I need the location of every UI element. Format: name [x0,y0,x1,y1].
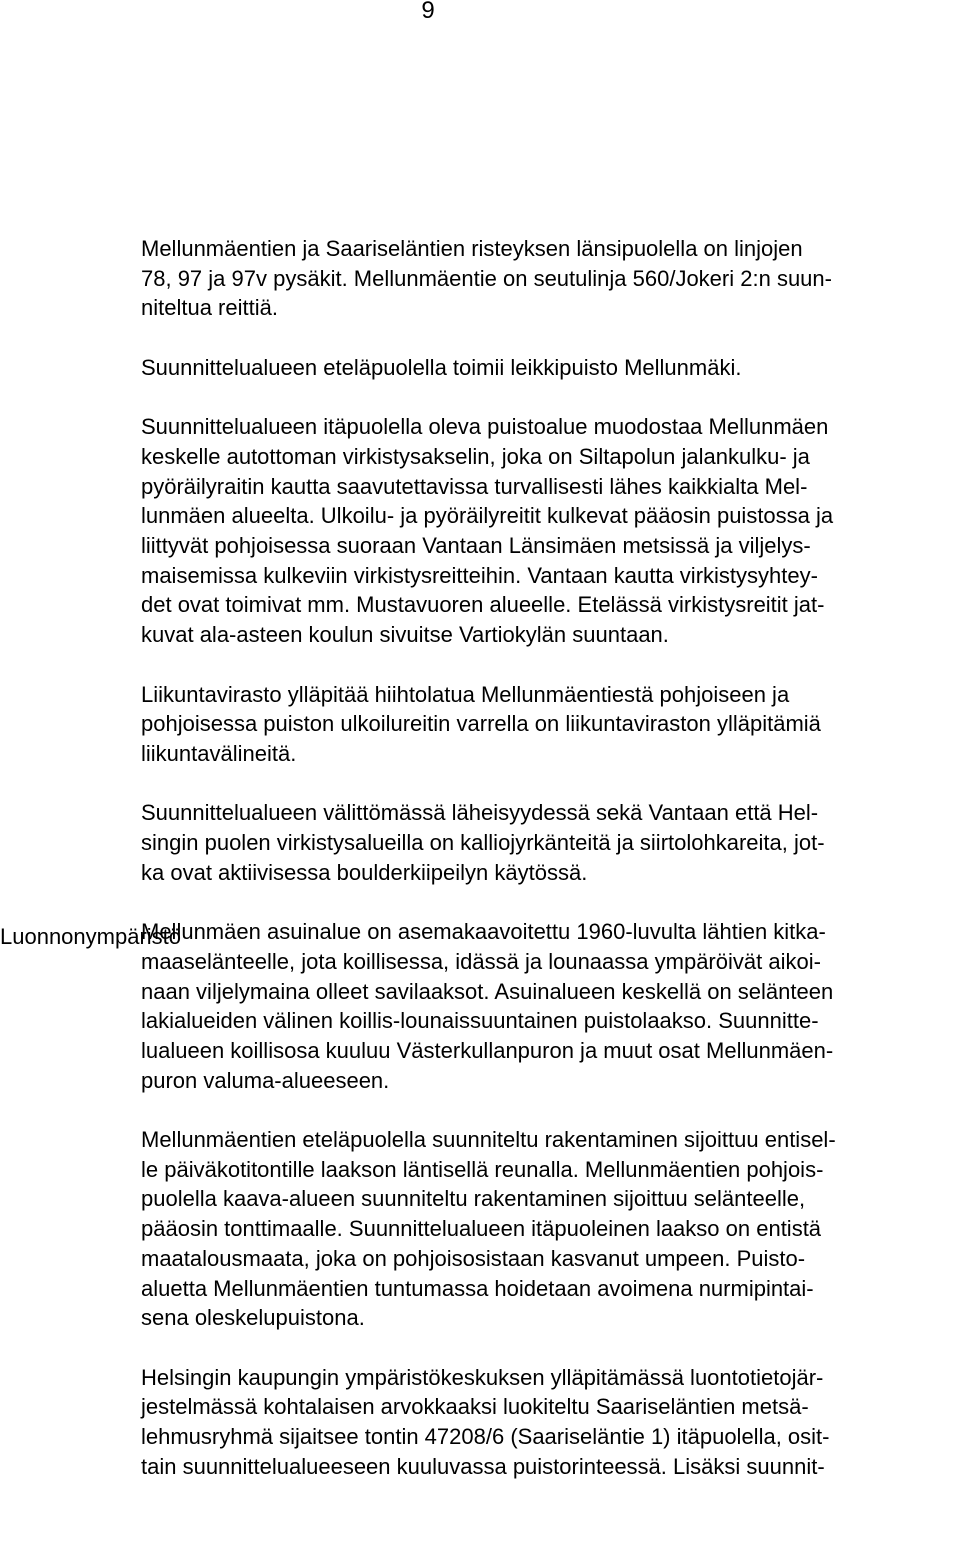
text-line: puolella kaava-alueen suunniteltu rakentaminen sijoittuu selänteelle, [141,1186,806,1212]
text-line: 78, 97 ja 97v pysäkit. Mellunmäentie on seutulinja 560/Jokeri 2:n suun- [141,265,832,291]
text-line: lakialueiden välinen koillis-lounaissuuntainen puistolaakso. Suunnitte- [141,1008,819,1034]
text-line: tain suunnittelualueeseen kuuluvassa puistorinteessä. Lisäksi suunnit- [141,1453,825,1479]
text-line: maatalousmaata, joka on pohjoisosistaan kasvanut umpeen. Puisto- [141,1245,806,1271]
paragraph-playground [141,353,953,383]
text-line: keskelle autottoman virkistysakselin, joka on Siltapolun jalankulku- ja [141,443,810,469]
paragraph-sports [141,680,953,769]
text-line: lualueen koillisosa kuuluu Västerkullanpuron ja muut osat Mellunmäen- [141,1037,834,1063]
text-line: sena oleskelupuistona. [141,1305,365,1331]
text-line: Mellunmäen asuinalue on asemakaavoitettu 1960-luvulta lähtien kitka- [141,919,826,945]
text-line: pohjoisessa puiston ulkoilureitin varrella on liikuntaviraston ylläpitämiä [141,711,821,737]
text-line: jestelmässä kohtalaisen arvokkaaksi luokiteltu Saariseläntien metsä- [141,1394,809,1420]
paragraph-residential-area [141,917,953,1095]
paragraph-park-axis [141,412,953,650]
text-line: Suunnittelualueen itäpuolella oleva puistoalue muodostaa Mellunmäen [141,414,829,440]
paragraph-nature-data [141,1363,953,1482]
text-line: naan viljelymaina olleet savilaaksot. Asuinalueen keskellä on selänteen [141,978,834,1004]
text-line: det ovat toimivat mm. Mustavuoren alueelle. Etelässä virkistysreitit jat- [141,592,825,618]
text-line: niteltua reittiä. [141,295,278,321]
paragraph-transit [141,234,953,323]
text-line: pääosin tonttimaalle. Suunnittelualueen itäpuoleinen laakso on entistä [141,1216,822,1242]
text-line: ka ovat aktiivisessa boulderkiipeilyn käytössä. [141,859,588,885]
text-line: liittyvät pohjoisessa suoraan Vantaan Länsimäen metsissä ja viljelys- [141,533,811,558]
section-label: Luonnonympäristö [0,924,182,949]
text-line: le päiväkotitontille laakson läntisellä reunalla. Mellunmäentien pohjois- [141,1156,824,1182]
text-line: singin puolen virkistysalueilla on kalliojyrkänteitä ja siirtolohkareita, jot- [141,830,825,855]
text-line: Suunnittelualueen eteläpuolella toimii leikkipuisto Mellunmäki. [141,354,742,380]
text-line: maisemissa kulkeviin virkistysreitteihin. Vantaan kautta virkistysyhtey- [141,562,818,588]
text-line: Suunnittelualueen välittömässä läheisyydessä sekä Vantaan että Hel- [141,800,819,826]
text-line: lunmäen alueelta. Ulkoilu- ja pyöräilyreitit kulkevat pääosin puistossa ja [141,503,834,529]
text-line: Liikuntavirasto ylläpitää hiihtolatua Mellunmäentiestä pohjoiseen ja [141,681,790,707]
text-line: aluetta Mellunmäentien tuntumassa hoidetaan avoimena nurmipintai- [141,1275,814,1301]
text-line: Helsingin kaupungin ympäristökeskuksen ylläpitämässä luontotietojär- [141,1364,824,1390]
text-line: Mellunmäentien eteläpuolella suunniteltu rakentaminen sijoittuu entisel- [141,1127,836,1152]
text-line: puron valuma-alueeseen. [141,1067,390,1093]
text-line: liikuntavälineitä. [141,740,297,766]
paragraph-construction [141,1125,953,1333]
page-number: 9 [421,0,435,24]
text-line: pyöräilyraitin kautta saavutettavissa turvallisesti lähes kaikkialta Mel- [141,473,808,499]
text-line: maaselänteelle, jota koillisessa, idässä ja lounaassa ympäröivät aikoi- [141,948,821,974]
text-line: Mellunmäentien ja Saariseläntien risteyksen länsipuolella on linjojen [141,236,803,261]
text-line: lehmusryhmä sijaitsee tontin 47208/6 (Saariseläntie 1) itäpuolella, osit- [141,1424,830,1450]
text-line: kuvat ala-asteen koulun sivuitse Vartiokylän suuntaan. [141,622,669,648]
paragraph-climbing [141,798,953,887]
body-text [141,234,953,1511]
